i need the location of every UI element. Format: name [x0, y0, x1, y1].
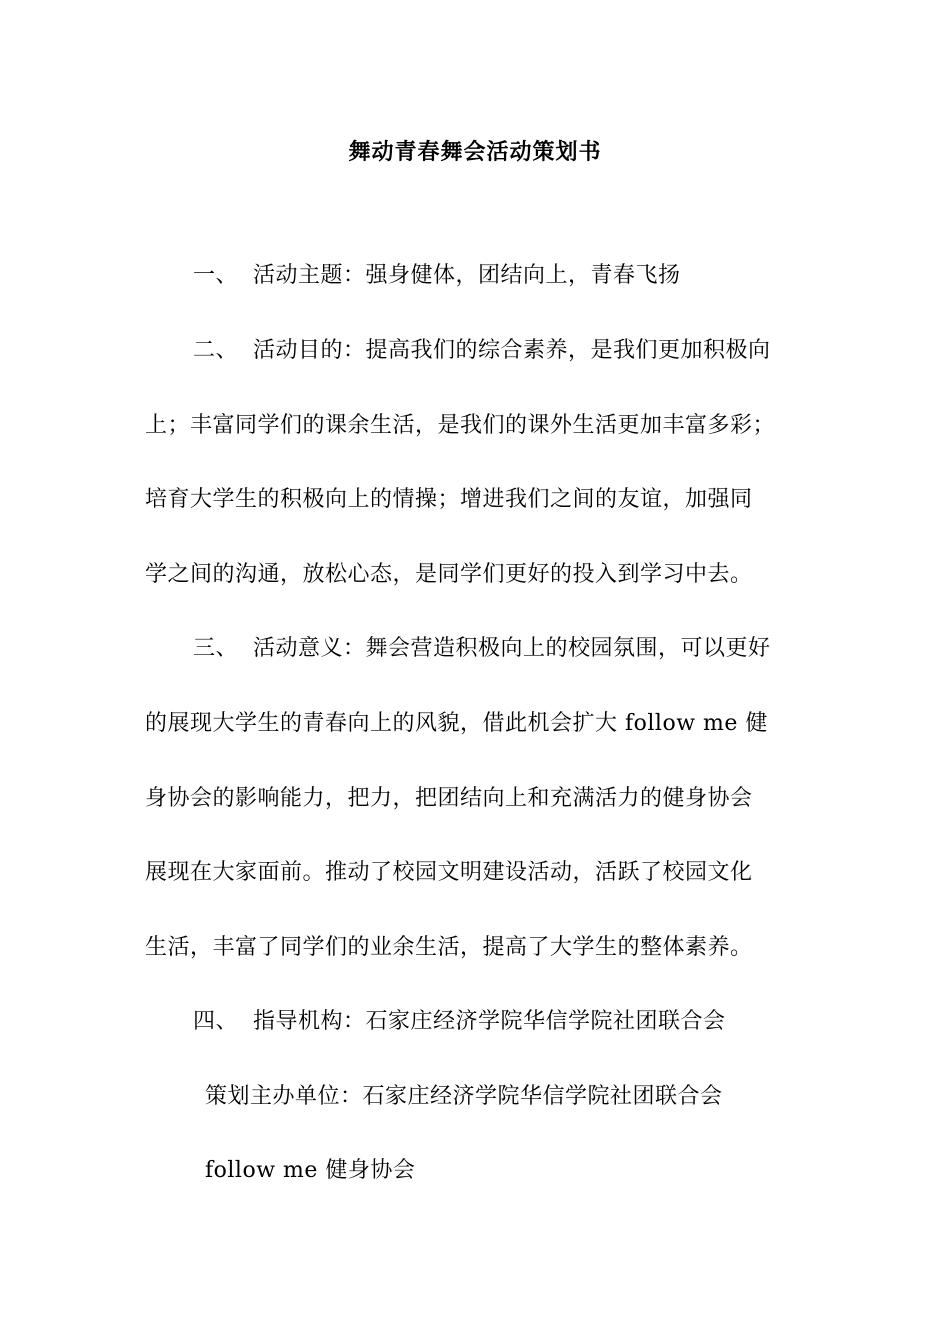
section-4-number: 四、 [193, 1009, 239, 1034]
section-3-text-1: 活动意义：舞会营造积极向上的校园氛围，可以更好 [253, 636, 771, 661]
section-2-line-1 [193, 333, 771, 369]
section-3-line-1 [193, 631, 771, 667]
section-2-number: 二、 [193, 338, 239, 363]
section-4-line [193, 1004, 726, 1040]
section-1-line [193, 258, 681, 294]
section-3-line-3: 身协会的影响能力，把力，把团结向上和充满活力的健身协会 [145, 786, 753, 811]
section-1-text: 活动主题：强身健体，团结向上，青春飞扬 [253, 263, 681, 288]
section-4-text: 指导机构：石家庄经济学院华信学院社团联合会 [253, 1009, 726, 1034]
club-line: follow me 健身协会 [205, 1158, 416, 1183]
section-2-line-3: 培育大学生的积极向上的情操；增进我们之间的友谊，加强同 [145, 487, 753, 512]
organizer-line: 策划主办单位：石家庄经济学院华信学院社团联合会 [205, 1084, 723, 1109]
section-1-number: 一、 [193, 263, 239, 288]
document-title: 舞动青春舞会活动策划书 [348, 139, 602, 165]
section-3-line-4: 展现在大家面前。推动了校园文明建设活动，活跃了校园文化 [145, 860, 753, 885]
section-2-line-2: 上；丰富同学们的课余生活，是我们的课外生活更加丰富多彩； [145, 413, 776, 438]
section-2-line-4: 学之间的沟通，放松心态，是同学们更好的投入到学习中去。 [145, 562, 753, 587]
section-3-line-5: 生活，丰富了同学们的业余生活，提高了大学生的整体素养。 [145, 935, 753, 960]
section-3-number: 三、 [193, 636, 239, 661]
section-3-line-2: 的展现大学生的青春向上的风貌，借此机会扩大 follow me 健 [145, 711, 768, 736]
section-2-text-1: 活动目的：提高我们的综合素养，是我们更加积极向 [253, 338, 771, 363]
